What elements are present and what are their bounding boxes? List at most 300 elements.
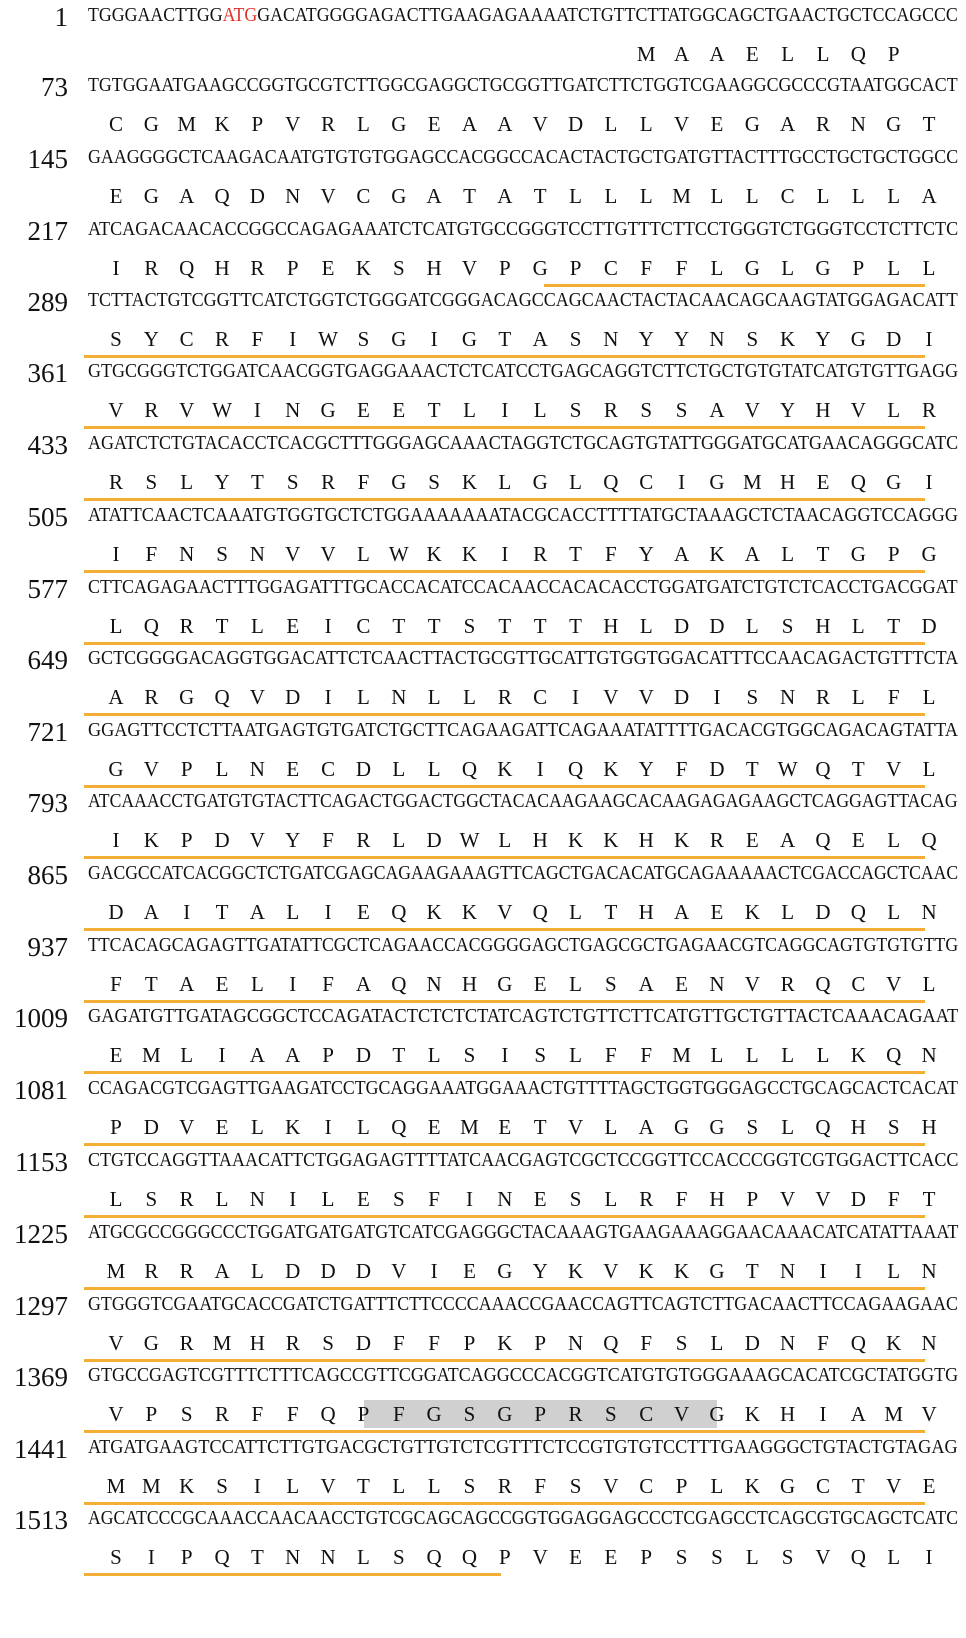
amino-acid: I [289,327,297,351]
amino-acid: I [501,542,509,566]
amino-acid: G [709,1115,725,1139]
amino-acid: C [356,184,371,208]
nucleotide-line: AGCATCCCGCAAACCAACAACCTGTCGCAGCAGCCGGTGGAGGAGCCCTCGAGCCTCAGCGTGCAGCTCATC [88,1508,959,1529]
amino-acid: V [815,1187,831,1211]
amino-acid: P [463,1331,476,1355]
amino-acid-line [88,970,958,998]
amino-acid: L [887,900,901,924]
nucleotide-line: GTGGGTCGAATGCACCGATCTGATTTCTTCCCCAAACCGAACCAGTTCAGTCTTGACAACTTCCAGAAGAAC [88,1294,958,1315]
amino-acid: G [709,1259,725,1283]
amino-acid: L [109,1187,123,1211]
amino-acid: V [850,398,866,422]
amino-acid: W [212,398,232,422]
amino-acid: T [357,1474,370,1498]
amino-acid: V [320,542,336,566]
amino-acid: G [709,470,725,494]
amino-acid: N [780,685,796,709]
nucleotide-line: ATGCGCCGGGCCCTGGATGATGATGTCATCGAGGGCTACAAAGTGAAGAAAGGAACAAACATCATATTAAAT [88,1222,959,1243]
amino-acid: E [604,1545,618,1569]
amino-acid: D [214,828,230,852]
amino-acid: T [250,1545,264,1569]
amino-acid: L [569,470,582,494]
position-number: 1513 [14,1505,68,1535]
amino-acid: G [143,1331,159,1355]
amino-acid: R [144,398,159,422]
amino-acid-line [88,110,958,138]
amino-acid: L [710,1474,724,1498]
position-number: 937 [27,932,68,962]
amino-acid-line [88,1041,958,1069]
amino-acid: D [709,614,725,638]
amino-acid: I [112,256,120,280]
amino-acid: S [569,1474,582,1498]
amino-acid: P [180,1545,193,1569]
amino-acid: F [428,1187,440,1211]
amino-acid: C [780,184,795,208]
amino-acid: P [251,112,264,136]
amino-acid: L [851,685,865,709]
amino-acid: L [816,1043,830,1067]
amino-acid: I [324,614,332,638]
amino-acid: G [108,757,124,781]
amino-acid: S [675,1545,688,1569]
amino-acid: I [713,685,721,709]
amino-acid: V [179,1115,195,1139]
amino-acid: L [569,184,582,208]
amino-acid: N [603,327,619,351]
amino-acid: I [430,327,438,351]
amino-acid: P [887,42,900,66]
amino-acid: L [463,685,476,709]
position-number: 649 [27,645,68,675]
amino-acid: Q [850,470,866,494]
amino-acid: F [251,327,264,351]
amino-acid: L [710,1043,724,1067]
amino-acid: L [427,1474,441,1498]
amino-acid: S [887,1115,900,1139]
amino-acid: C [533,685,548,709]
amino-acid: L [781,42,795,66]
amino-acid: T [215,900,229,924]
amino-acid: G [886,470,902,494]
amino-acid: F [887,685,900,709]
amino-acid: A [780,112,796,136]
amino-acid: L [109,614,123,638]
amino-acid: V [886,1474,902,1498]
amino-acid: R [815,112,830,136]
position-number: 505 [27,502,68,532]
amino-acid: Q [461,757,478,781]
amino-acid: R [639,1187,654,1211]
amino-acid: H [780,470,796,494]
amino-acid: L [781,542,795,566]
amino-acid: L [180,470,194,494]
amino-acid: I [289,972,297,996]
amino-acid: S [286,470,299,494]
amino-acid: T [851,1474,865,1498]
amino-acid: Y [815,327,831,351]
nucleotide-line: CCAGACGTCGAGTTGAAGATCCTGCAGGAAATGGAAACTGTTTTAGCTGGTGGGAGCCTGCAGCACTCACAT [88,1078,958,1099]
amino-acid: Q [815,757,831,781]
amino-acid: V [603,1474,619,1498]
amino-acid: K [567,1259,584,1283]
amino-acid: N [921,1259,937,1283]
amino-acid: C [108,112,123,136]
amino-acid: G [426,1402,442,1426]
amino-acid: T [922,112,936,136]
amino-acid: A [638,1115,654,1139]
amino-acid: R [922,398,937,422]
amino-acid: S [428,470,440,494]
amino-acid: L [604,112,618,136]
amino-acid: P [746,1187,759,1211]
amino-acid: L [887,1545,901,1569]
amino-acid: V [320,184,336,208]
amino-acid: H [921,1115,937,1139]
amino-acid: N [179,542,195,566]
position-number: 1081 [14,1075,68,1105]
amino-acid: M [106,1474,126,1498]
amino-acid: P [534,1331,547,1355]
amino-acid: E [922,1474,936,1498]
amino-acid-line [88,1472,958,1500]
amino-acid-line [88,1185,958,1213]
amino-acid: L [781,1115,795,1139]
amino-acid: L [604,184,618,208]
amino-acid: M [636,42,656,66]
amino-acid: G [391,184,407,208]
amino-acid: E [286,757,300,781]
amino-acid-line [88,898,958,926]
amino-acid: V [249,685,265,709]
amino-acid: V [815,1545,831,1569]
amino-acid: P [499,1545,511,1569]
amino-acid: S [392,256,405,280]
position-number: 145 [27,144,68,174]
amino-acid: S [463,1402,476,1426]
amino-acid: N [921,1331,937,1355]
amino-acid-line [88,1400,958,1428]
amino-acid: E [533,1187,547,1211]
amino-acid: H [850,1115,866,1139]
sequence-block [0,356,966,430]
amino-acid: K [143,828,159,852]
nucleotide-line: TGGGAACTTGGATGGACATGGGGAGACTTGAAGAGAAAATCTGTTCTTATGGCAGCTGAACTGCTCCAGCCC [88,5,958,26]
amino-acid: Q [426,1545,442,1569]
amino-acid: A [638,972,654,996]
amino-acid: G [391,470,407,494]
amino-acid: E [816,470,830,494]
amino-acid: K [426,542,442,566]
amino-acid: R [179,1331,194,1355]
amino-acid: L [887,256,901,280]
amino-acid: P [569,256,582,280]
position-number: 1369 [14,1362,68,1392]
amino-acid: N [249,1187,265,1211]
amino-acid: L [286,1474,300,1498]
amino-acid: G [744,112,760,136]
amino-acid: F [251,1402,264,1426]
amino-acid: Y [638,327,654,351]
amino-acid: E [427,1115,441,1139]
amino-acid: V [497,900,513,924]
amino-acid: L [357,1545,370,1569]
sequence-block [0,1001,966,1075]
sequence-block [0,572,966,646]
amino-acid: P [322,1043,334,1067]
amino-acid: V [674,1402,690,1426]
amino-acid: S [322,1331,334,1355]
amino-acid: P [180,757,193,781]
amino-acid: M [142,1043,161,1067]
amino-acid: G [497,1402,513,1426]
amino-acid: H [532,828,548,852]
amino-acid: T [427,398,441,422]
amino-acid: S [534,1043,547,1067]
amino-acid: Q [603,1331,619,1355]
amino-acid: V [603,685,619,709]
amino-acid: L [887,398,901,422]
amino-acid: K [709,542,725,566]
amino-acid: S [746,1115,759,1139]
amino-acid: R [780,972,795,996]
amino-acid: P [852,256,865,280]
amino-acid: Y [674,327,690,351]
sequence-block [0,786,966,860]
amino-acid: L [250,614,264,638]
amino-acid: T [851,757,865,781]
position-number: 361 [27,358,68,388]
amino-acid: Q [179,256,195,280]
amino-acid-line [88,1543,958,1571]
amino-acid: V [921,1402,937,1426]
nucleotide-line: CTGTCCAGGTTAAACATTCTGGAGAGTTTTATCAACGAGTCGCTCCGGTTCCACCCGGTCGTGGACTTCACC [88,1150,959,1171]
amino-acid: W [777,757,798,781]
amino-acid: F [322,972,334,996]
amino-acid: L [922,685,936,709]
amino-acid: R [497,1474,512,1498]
amino-acid: V [532,1545,548,1569]
amino-acid: C [639,1402,654,1426]
amino-acid: R [144,685,159,709]
amino-acid: T [533,1115,547,1139]
amino-acid: N [285,184,301,208]
amino-acid-line [88,612,958,640]
amino-acid: L [710,184,724,208]
amino-acid: E [321,256,335,280]
amino-acid: F [640,1043,653,1067]
amino-acid: K [567,828,584,852]
amino-acid: H [603,614,619,638]
amino-acid: L [922,256,936,280]
amino-acid-line [88,1329,958,1357]
amino-acid: H [638,900,654,924]
amino-acid: V [249,828,265,852]
amino-acid: H [426,256,442,280]
amino-acid: K [603,757,619,781]
amino-acid: V [603,1259,619,1283]
amino-acid: E [357,900,370,924]
amino-acid: V [461,256,478,280]
nucleotide-line: CTTCAGAGAACTTTGGAGATTTGCACCACATCCACAACCACACACCTGGATGATCTGTCTCACCTGACGGAT [88,577,958,598]
amino-acid: Q [815,828,831,852]
amino-acid: T [392,614,406,638]
amino-acid: Y [143,327,159,351]
amino-acid: F [145,542,158,566]
amino-acid: E [427,112,441,136]
amino-acid: D [320,1259,336,1283]
amino-acid: A [249,900,265,924]
nucleotide-line: GGAGTTCCTCTTAATGAGTGTGATCTGCTTCAGAAGATTCAGAAATATTTTGACACGTGGCAGACAGTATTA [88,720,958,741]
amino-acid: D [815,900,831,924]
amino-acid: V [744,398,760,422]
amino-acid: G [709,1402,725,1426]
amino-acid: G [532,470,548,494]
amino-acid: L [851,184,865,208]
amino-acid: L [851,614,865,638]
amino-acid: G [179,685,195,709]
position-number: 793 [27,788,68,818]
amino-acid: W [388,542,409,566]
amino-acid: F [110,972,122,996]
amino-acid: P [110,1115,122,1139]
amino-acid: A [461,112,478,136]
amino-acid-line [88,826,958,854]
amino-acid: K [285,1115,301,1139]
amino-acid: R [603,398,618,422]
amino-acid: P [887,542,900,566]
amino-acid-line [88,396,958,424]
amino-acid: G [674,1115,690,1139]
amino-acid: T [887,614,901,638]
amino-acid: L [816,184,830,208]
amino-acid: R [497,685,512,709]
amino-acid: V [108,398,124,422]
sequence-block [0,858,966,932]
amino-acid: S [781,1545,794,1569]
amino-acid: T [250,470,264,494]
amino-acid: H [249,1331,265,1355]
amino-acid: D [850,1187,866,1211]
amino-acid: C [356,614,371,638]
amino-acid: R [144,1259,159,1283]
amino-acid: N [391,685,407,709]
amino-acid: L [392,757,406,781]
sequence-block [0,1217,966,1291]
amino-acid: I [466,1187,473,1211]
amino-acid: M [212,1331,232,1355]
amino-acid: F [605,1043,617,1067]
amino-acid-line [88,683,958,711]
nucleotide-line: GCTCGGGGACAGGTGGACATTCTCAACTTACTGCGTTGCATTGTGGTGGACATTTCCAACAGACTGTTTCTA [88,648,959,669]
amino-acid: L [745,1043,759,1067]
amino-acid: S [357,327,370,351]
amino-acid-line [88,1113,958,1141]
amino-acid: P [286,256,299,280]
amino-acid: K [214,112,230,136]
amino-acid: A [497,112,513,136]
amino-acid: V [532,112,548,136]
amino-acid: L [533,398,547,422]
amino-acid: N [709,972,725,996]
amino-acid: K [744,900,760,924]
amino-acid: L [498,470,512,494]
sequence-block [0,1503,966,1577]
amino-acid: K [674,828,690,852]
amino-acid: E [498,1115,512,1139]
amino-acid: C [639,1474,654,1498]
amino-acid: D [143,1115,159,1139]
sequence-block [0,1360,966,1434]
amino-acid: A [497,184,513,208]
amino-acid: G [143,112,159,136]
sequence-block [0,214,966,288]
amino-acid: L [604,1115,618,1139]
amino-acid: L [250,1259,264,1283]
amino-acid: L [639,184,653,208]
amino-acid: A [850,1402,866,1426]
amino-acid: R [709,828,724,852]
amino-acid: K [497,1331,513,1355]
amino-acid-line [88,254,958,282]
amino-acid: L [816,42,830,66]
amino-acid: Q [850,1545,866,1569]
amino-acid: C [603,256,618,280]
sequence-block [0,1073,966,1147]
amino-acid: G [143,184,159,208]
amino-acid: S [569,1187,582,1211]
position-number: 433 [27,430,68,460]
amino-acid: P [145,1402,158,1426]
amino-acid: N [567,1331,584,1355]
amino-acid: M [672,1043,691,1067]
amino-acid: S [781,614,794,638]
amino-acid: F [534,1474,547,1498]
nucleotide-line: ATCAGACAACACCGGCCAGAGAAATCTCATGTGCCGGGTCCTTGTTTCTTCCTGGGTCTGGGTCCTCTTCTC [88,219,959,240]
amino-acid: Y [285,828,301,852]
amino-acid: T [604,900,618,924]
amino-acid: V [285,542,301,566]
amino-acid: S [711,1545,723,1569]
amino-acid: A [532,327,548,351]
amino-acid: D [426,828,442,852]
amino-acid: L [745,184,759,208]
amino-acid: L [922,972,936,996]
amino-acid: I [678,470,686,494]
amino-acid: A [744,542,760,566]
amino-acid: A [674,42,690,66]
nucleotide-line: ATGATGAAGTCCATTCTTGTGACGCTGTTGTCTCGTTTCTCCGTGTGTCCTTTGAAGGGCTGTACTGTAGAG [88,1437,958,1458]
amino-acid-line [88,1257,958,1285]
amino-acid: A [108,685,124,709]
amino-acid: Q [214,184,230,208]
amino-acid: E [286,614,300,638]
amino-acid: R [321,470,336,494]
amino-acid: A [179,184,195,208]
amino-acid: P [534,1402,547,1426]
amino-acid: K [744,1474,760,1498]
nucleotide-line: ATATTCAACTCAAATGTGGTGCTCTGGAAAAAAATACGCACCTTTTATGCTAAAGCTCTAACAGGTCCAGGG [88,505,958,526]
amino-acid: L [781,1043,795,1067]
amino-acid: A [780,828,796,852]
nucleotide-line: GTGCCGAGTCGTTTCTTTCAGCCGTTCGGATCAGGCCCACGGTCATGTGTGGGAAAGCACATCGCTATGGTG [88,1365,959,1386]
amino-acid: F [322,828,334,852]
amino-acid: T [533,184,547,208]
position-number: 217 [27,216,68,246]
amino-acid: I [925,470,933,494]
amino-acid: R [108,470,123,494]
amino-acid: M [142,1474,161,1498]
